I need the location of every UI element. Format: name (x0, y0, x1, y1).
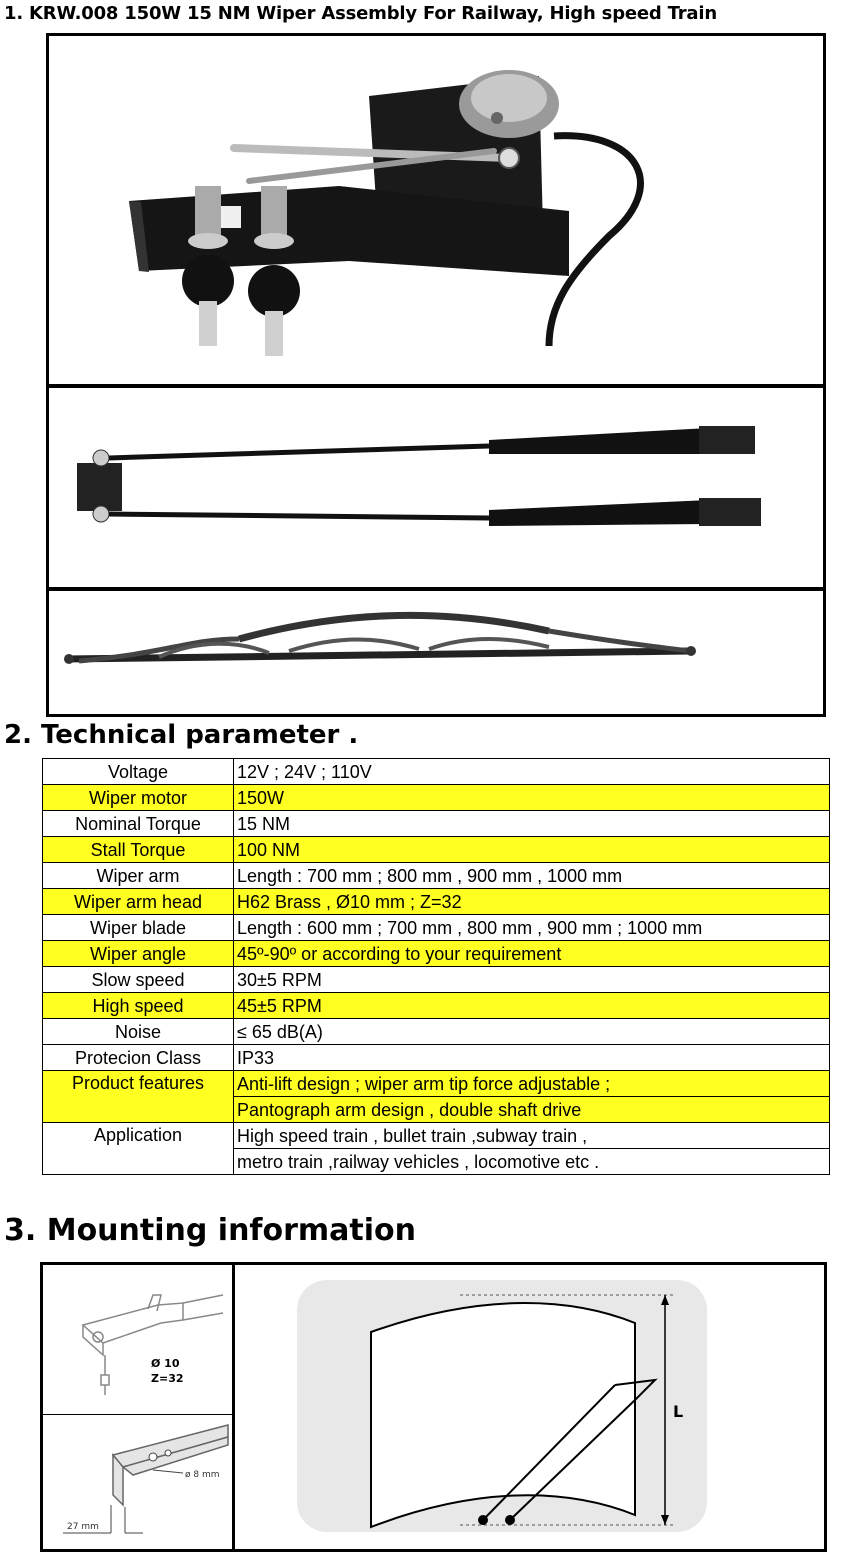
features-line-2: Pantograph arm design , double shaft drive (234, 1097, 830, 1123)
bracket-diagram (43, 1415, 235, 1549)
table-row (43, 1019, 830, 1045)
row-value: ≤ 65 dB(A) (234, 1019, 830, 1045)
windshield-illustration (235, 1265, 824, 1549)
table-row (43, 889, 830, 915)
row-value: IP33 (234, 1045, 830, 1071)
table-row (43, 759, 830, 785)
windshield-diagram (232, 1265, 824, 1549)
technical-parameter-table (42, 758, 830, 1175)
row-value: Length : 600 mm ; 700 mm , 800 mm , 900 mm ; 1000 mm (234, 915, 830, 941)
wiper-blade-illustration (49, 591, 823, 714)
row-label: Voltage (43, 759, 234, 785)
arm-head-diameter: Ø 10 (151, 1357, 180, 1370)
row-label: Protecion Class (43, 1045, 234, 1071)
features-label: Product features (43, 1071, 234, 1123)
row-label: Wiper arm head (43, 889, 234, 915)
arm-head-diagram (43, 1265, 235, 1417)
row-label: Wiper motor (43, 785, 234, 811)
row-value: 12V ; 24V ; 110V (234, 759, 830, 785)
row-value: H62 Brass , Ø10 mm ; Z=32 (234, 889, 830, 915)
table-body (43, 759, 830, 1175)
table-row (43, 967, 830, 993)
table-row (43, 1045, 830, 1071)
row-value: Length : 700 mm ; 800 mm , 900 mm , 1000 mm (234, 863, 830, 889)
row-value: 15 NM (234, 811, 830, 837)
row-label: Wiper arm (43, 863, 234, 889)
row-value: 100 NM (234, 837, 830, 863)
table-row (43, 1071, 830, 1097)
bracket-width: 27 mm (67, 1522, 99, 1532)
section-2-title: 2. Technical parameter . (4, 720, 359, 750)
table-row (43, 863, 830, 889)
row-value: 30±5 RPM (234, 967, 830, 993)
table-row (43, 1123, 830, 1149)
row-label: High speed (43, 993, 234, 1019)
row-value: 45º-90º or according to your requirement (234, 941, 830, 967)
wiper-motor-photo (46, 33, 826, 387)
features-line-1: Anti-lift design ; wiper arm tip force adjustable ; (234, 1071, 830, 1097)
row-label: Slow speed (43, 967, 234, 993)
table-row (43, 993, 830, 1019)
wiper-motor-illustration (49, 36, 823, 384)
length-label: L (673, 1402, 684, 1421)
row-label: Wiper blade (43, 915, 234, 941)
table-row (43, 837, 830, 863)
application-line-1: High speed train , bullet train ,subway train , (234, 1123, 830, 1149)
row-label: Stall Torque (43, 837, 234, 863)
table-row (43, 915, 830, 941)
arm-head-teeth: Z=32 (151, 1372, 184, 1385)
section-1-title: 1. KRW.008 150W 15 NM Wiper Assembly For Railway, High speed Train (4, 3, 717, 24)
table-row (43, 785, 830, 811)
section-3-title: 3. Mounting information (4, 1213, 416, 1248)
wiper-arm-photo (46, 385, 826, 590)
row-label: Nominal Torque (43, 811, 234, 837)
hole-diameter: ø 8 mm (185, 1470, 220, 1480)
row-value: 150W (234, 785, 830, 811)
mounting-diagram (40, 1262, 827, 1552)
bracket-illustration (43, 1415, 232, 1546)
table-row (43, 811, 830, 837)
application-label: Application (43, 1123, 234, 1175)
wiper-blade-photo (46, 588, 826, 717)
application-line-2: metro train ,railway vehicles , locomotive etc . (234, 1149, 830, 1175)
row-label: Wiper angle (43, 941, 234, 967)
arm-head-illustration (43, 1265, 232, 1414)
row-label: Noise (43, 1019, 234, 1045)
row-value: 45±5 RPM (234, 993, 830, 1019)
table-row (43, 941, 830, 967)
wiper-arm-illustration (49, 388, 823, 587)
